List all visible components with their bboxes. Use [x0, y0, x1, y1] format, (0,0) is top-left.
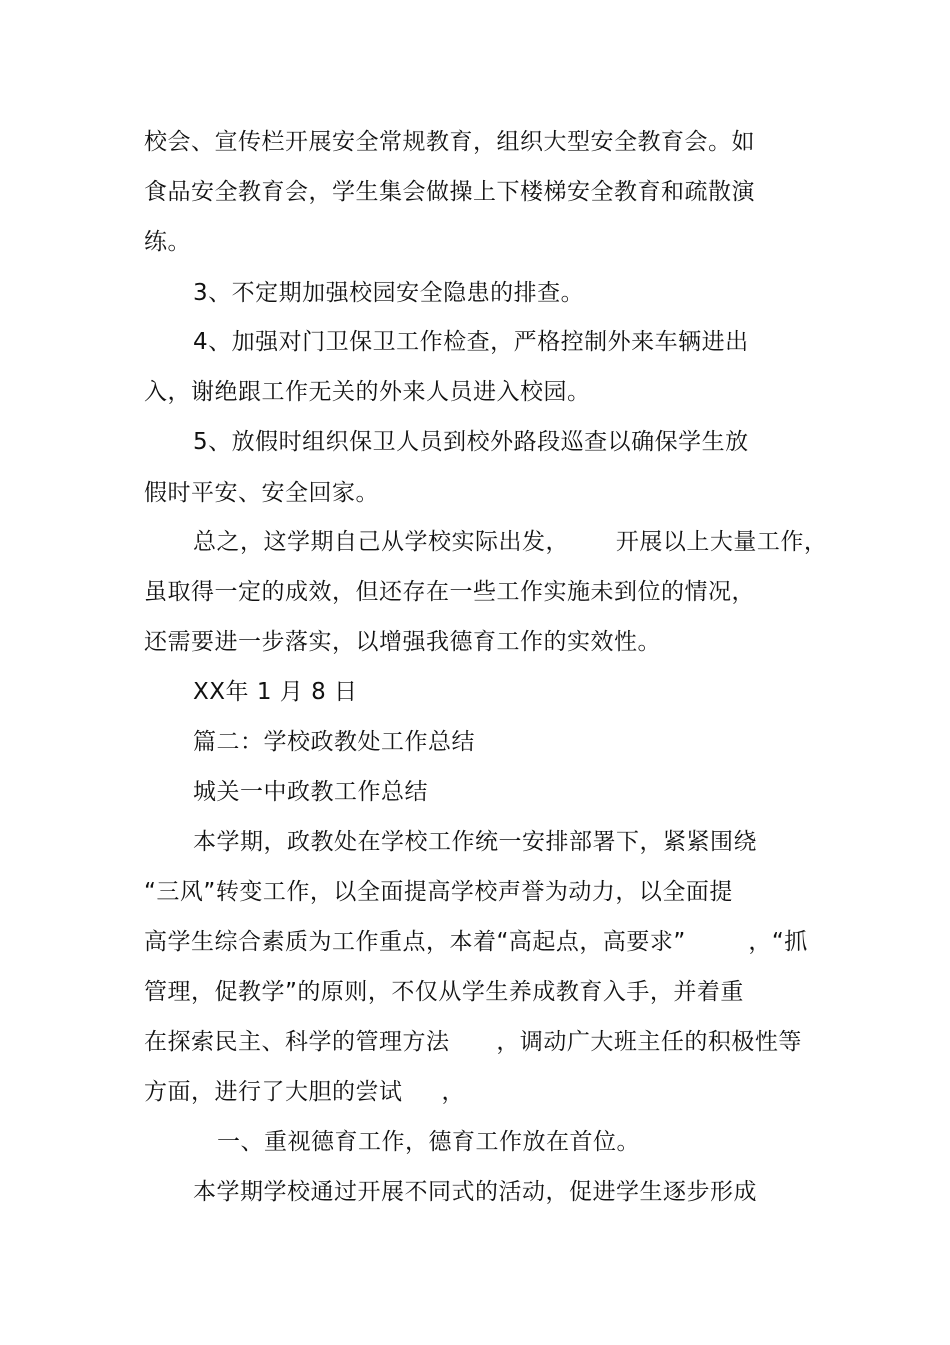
text-line: 入，谢绝跟工作无关的外来人员进入校园。 [144, 379, 591, 405]
text-line: 食品安全教育会，学生集会做操上下楼梯安全教育和疏散演 [144, 179, 755, 205]
text-line: 高学生综合素质为工作重点，本着“高起点，高要求” ，“抓 [144, 929, 808, 955]
document-title: 城关一中政教工作总结 [193, 779, 428, 805]
text-line: 4、加强对门卫保卫工作检查，严格控制外来车辆进出 [193, 329, 749, 355]
text-line: 总之，这学期自己从学校实际出发， 开展以上大量工作， [193, 529, 828, 555]
text-line: 还需要进一步落实，以增强我德育工作的实效性。 [144, 629, 661, 655]
text-line: 练。 [144, 229, 191, 255]
text-line: 本学期学校通过开展不同式的活动，促进学生逐步形成 [193, 1179, 757, 1205]
text-line: “三风”转变工作，以全面提高学校声誉为动力，以全面提 [144, 879, 733, 905]
text-line: 方面，进行了大胆的尝试 ， [144, 1079, 466, 1105]
text-line: 假时平安、安全回家。 [144, 480, 379, 506]
text-line: 本学期，政教处在学校工作统一安排部署下，紧紧围绕 [193, 829, 757, 855]
text-line: 虽取得一定的成效，但还存在一些工作实施未到位的情况， [144, 579, 755, 605]
subsection-heading: 一、重视德育工作，德育工作放在首位。 [217, 1129, 640, 1155]
text-line: 在探索民主、科学的管理方法 ，调动广大班主任的积极性等 [144, 1029, 802, 1055]
text-line: 管理，促教学”的原则，不仅从学生养成教育入手，并着重 [144, 979, 744, 1005]
text-line: 5、放假时组织保卫人员到校外路段巡查以确保学生放 [193, 429, 749, 455]
text-line: 3、不定期加强校园安全隐患的排查。 [193, 280, 585, 306]
date-line: XX年 1 月 8 日 [193, 679, 358, 705]
text-line: 校会、宣传栏开展安全常规教育，组织大型安全教育会。如 [144, 129, 755, 155]
section-heading: 篇二：学校政教处工作总结 [193, 729, 475, 755]
